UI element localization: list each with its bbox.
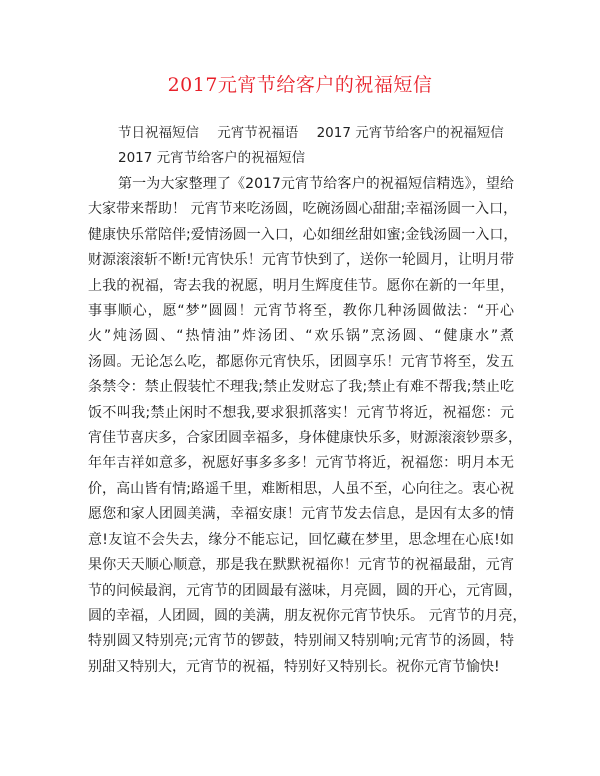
tag-link[interactable]: 2017 元宵节给客户的祝福短信 [316,125,504,141]
body-line: 价，高山皆有情;路遥千里，难断相思，人虽不至，心向往之。衷心祝 [88,480,514,497]
body-line: 意!友谊不会失去，缘分不能忘记，回忆藏在梦里，思念埋在心底!如 [88,531,514,548]
tag-link[interactable]: 节日祝福短信 [118,125,199,141]
document-body [88,172,527,680]
document-title: 2017元宵节给客户的祝福短信 [167,74,433,96]
body-line: 圆的幸福，人团圆，圆的美满，朋友祝你元宵节快乐。 元宵节的月亮， [88,607,527,624]
document-subtitle: 2017 元宵节给客户的祝福短信 [118,150,306,166]
tag-link[interactable]: 元宵节祝福语 [217,125,299,141]
body-line: 愿您和家人团圆美满，幸福安康！元宵节发去信息，是因有太多的情 [88,506,514,523]
body-line: 年年吉祥如意多，祝愿好事多多多！元宵节将近，祝福您：明月本无 [88,455,514,472]
body-line: 上我的祝福，寄去我的祝愿，明月生辉度佳节。愿你在新的一年里， [88,277,514,294]
body-line: 事事顺心，愿“梦”圆圆！元宵节将至，教你几种汤圆做法：“开心 [88,303,514,320]
body-line: 大家带来帮助！ 元宵节来吃汤圆，吃碗汤圆心甜甜;幸福汤圆一入口， [88,201,518,218]
body-line: 第一为大家整理了《2017元宵节给客户的祝福短信精选》，望给 [118,176,514,192]
body-line: 特别圆又特别亮;元宵节的锣鼓，特别闹又特别响;元宵节的汤圆，特 [88,633,514,650]
body-line: 别甜又特别大，元宵节的祝福，特别好又特别长。祝你元宵节愉快! [88,658,500,675]
body-line: 饭不叫我;禁止闲时不想我,要求狠抓落实！元宵节将近，祝福您：元 [88,404,514,421]
body-line: 健康快乐常陪伴;爱情汤圆一入口，心如细丝甜如蜜;金钱汤圆一入口， [88,226,518,243]
tag-list [118,121,518,146]
body-line: 条禁令：禁止假装忙不理我;禁止发财忘了我;禁止有难不帮我;禁止吃 [88,379,514,396]
body-line: 果你天天顺心顺意，那是我在默默祝福你！元宵节的祝福最甜，元宵 [88,557,514,574]
body-line: 火”炖汤圆、“热情油”炸汤团、“欢乐锅”烹汤圆、“健康水”煮 [88,328,514,345]
body-line: 汤圆。无论怎么吃，都愿你元宵快乐，团圆享乐！元宵节将至，发五 [88,353,514,370]
body-line: 财源滚滚斩不断!元宵快乐！元宵节快到了，送你一轮圆月，让明月带 [88,252,514,269]
body-line: 节的问候最润，元宵节的团圆最有滋味，月亮圆，圆的开心，元宵圆， [88,582,522,599]
body-line: 宵佳节喜庆多，合家团圆幸福多，身体健康快乐多，财源滚滚钞票多， [88,430,522,447]
